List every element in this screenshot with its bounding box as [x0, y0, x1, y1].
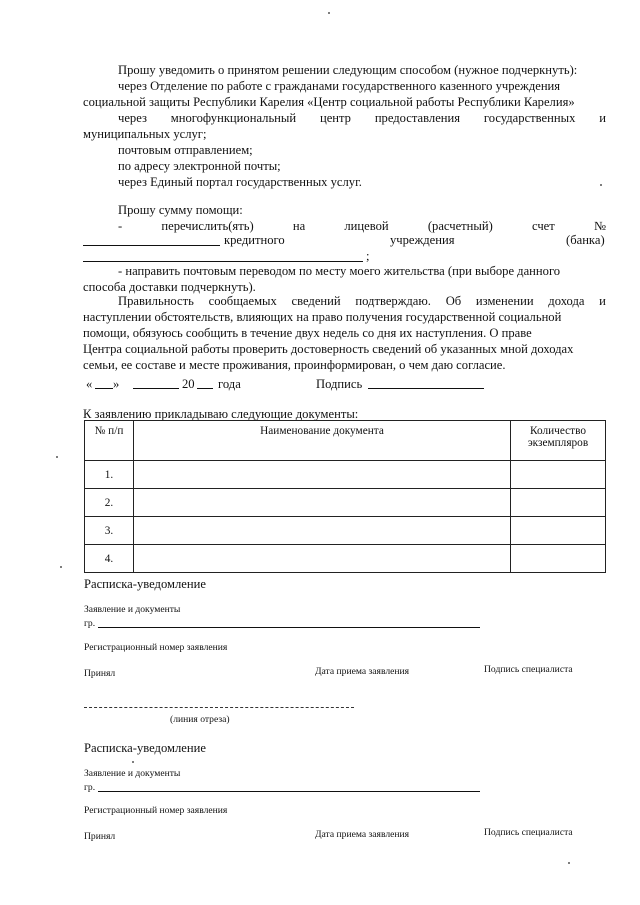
- receipt2-accepted-label: Принял: [84, 831, 116, 842]
- header-qty-line2: экземпляров: [527, 437, 589, 449]
- word: №: [593, 219, 606, 233]
- word: сообщаемых: [208, 294, 277, 308]
- row-num: 3.: [85, 517, 134, 545]
- institution-word: учреждения: [390, 233, 455, 247]
- word: центр: [319, 111, 351, 125]
- scan-speck: [60, 566, 62, 568]
- word: дохода: [548, 294, 585, 308]
- receipt1-from-field[interactable]: [98, 627, 480, 628]
- word: -: [118, 219, 123, 233]
- notify-option-post: почтовым отправлением;: [118, 143, 253, 157]
- year-suffix: года: [218, 377, 241, 391]
- word: сведений: [291, 294, 341, 308]
- receipt1-reg-label: Регистрационный номер заявления: [84, 642, 228, 653]
- receipt1-docs-label: Заявление и документы: [84, 604, 181, 615]
- row-doc-name-cell[interactable]: [134, 545, 511, 573]
- notify-option-center-2: социальной защиты Республики Карелия «Центр социальной работы Республики Карелия»: [83, 95, 575, 109]
- table-row: [85, 517, 606, 545]
- table-header-row: [85, 421, 606, 461]
- signature-field[interactable]: [368, 388, 484, 389]
- word: и: [599, 294, 606, 308]
- row-qty-cell[interactable]: [511, 545, 606, 573]
- row-qty-cell[interactable]: [511, 461, 606, 489]
- word: перечислить(ять): [161, 219, 254, 233]
- row-doc-name-cell[interactable]: [134, 517, 511, 545]
- notify-option-portal: через Единый портал государственных услуг.: [118, 175, 362, 189]
- credit-word: кредитного: [224, 233, 285, 247]
- word: государственных: [483, 111, 576, 125]
- confirmation-line-4: Центра социальной работы проверить достоверность сведений об указанных мной доходах: [83, 342, 574, 356]
- table-row: [85, 489, 606, 517]
- receipt1-specialist-label: Подпись специалиста: [484, 664, 573, 675]
- receipt2-date-label: Дата приема заявления: [315, 829, 410, 840]
- receipt2-reg-label: Регистрационный номер заявления: [84, 805, 228, 816]
- payment-intro: Прошу сумму помощи:: [118, 203, 243, 217]
- table-row: [85, 461, 606, 489]
- notify-option-email: по адресу электронной почты;: [118, 159, 281, 173]
- header-num: № п/п: [85, 421, 134, 461]
- scan-speck: [568, 862, 570, 864]
- documents-table: [84, 420, 606, 573]
- documents-intro: К заявлению прикладываю следующие документы:: [83, 407, 359, 421]
- receipt2-docs-label: Заявление и документы: [84, 768, 181, 779]
- cut-line-label: (линия отреза): [170, 714, 230, 725]
- receipt1-accepted-label: Принял: [84, 668, 116, 679]
- word: Правильность: [118, 294, 194, 308]
- header-qty: [511, 421, 606, 461]
- month-field[interactable]: [133, 388, 179, 389]
- bank-word: (банка): [566, 233, 605, 247]
- date-quote-close: »: [113, 377, 120, 391]
- payment-transfer-line: [118, 218, 606, 234]
- year-field[interactable]: [197, 388, 213, 389]
- table-row: [85, 545, 606, 573]
- payment-postal-1: - направить почтовым переводом по месту моего жительства (при выборе данного: [118, 264, 561, 278]
- bank-name-field[interactable]: [83, 261, 363, 262]
- notify-option-mfc-2: муниципальных услуг;: [83, 127, 207, 141]
- row-num: 1.: [85, 461, 134, 489]
- receipt2-from-label: гр.: [84, 782, 96, 793]
- word: лицевой: [344, 219, 389, 233]
- receipt1-date-label: Дата приема заявления: [315, 666, 410, 677]
- signature-label: Подпись: [316, 377, 363, 391]
- header-name: Наименование документа: [134, 421, 511, 461]
- confirmation-line-1: [118, 293, 606, 309]
- row-doc-name-cell[interactable]: [134, 461, 511, 489]
- notify-option-mfc-1: [118, 110, 606, 126]
- word: счет: [532, 219, 555, 233]
- notify-intro: Прошу уведомить о принятом решении следующим способом (нужное подчеркнуть):: [118, 63, 578, 77]
- receipt2-title: Расписка-уведомление: [84, 741, 206, 755]
- date-quote-open: «: [86, 377, 93, 391]
- word: и: [599, 111, 606, 125]
- day-field[interactable]: [95, 388, 113, 389]
- word: изменении: [475, 294, 534, 308]
- word: Об: [445, 294, 462, 308]
- confirmation-line-5: семьи, ее составе и месте проживания, проинформирован, о чем даю согласие.: [83, 358, 506, 372]
- word: многофункциональный: [170, 111, 297, 125]
- receipt1-from-label: гр.: [84, 618, 96, 629]
- row-doc-name-cell[interactable]: [134, 489, 511, 517]
- receipt2-specialist-label: Подпись специалиста: [484, 827, 573, 838]
- confirmation-line-2: наступлении обстоятельств, влияющих на право получения государственной социальной: [83, 310, 562, 324]
- row-num: 2.: [85, 489, 134, 517]
- scan-speck: [328, 12, 330, 14]
- semicolon: ;: [366, 249, 370, 263]
- row-num: 4.: [85, 545, 134, 573]
- notify-option-center-1: через Отделение по работе с гражданами государственного казенного учреждения: [118, 79, 561, 93]
- receipt2-from-field[interactable]: [98, 791, 480, 792]
- row-qty-cell[interactable]: [511, 517, 606, 545]
- scan-speck: [56, 456, 58, 458]
- payment-postal-2: способа доставки подчеркнуть).: [83, 280, 256, 294]
- word: подтверждаю.: [355, 294, 431, 308]
- account-number-field[interactable]: [83, 245, 220, 246]
- cut-line: [84, 707, 354, 708]
- scan-speck: [600, 184, 602, 186]
- word: через: [118, 111, 147, 125]
- scan-speck: [132, 761, 134, 763]
- confirmation-line-3: помощи, обязуюсь сообщить в течение двух недель со дня их наступления. О праве: [83, 326, 532, 340]
- word: (расчетный): [427, 219, 493, 233]
- row-qty-cell[interactable]: [511, 489, 606, 517]
- word: на: [292, 219, 306, 233]
- word: предоставления: [374, 111, 461, 125]
- year-prefix: 20: [182, 377, 195, 391]
- header-qty-line1: Количество: [530, 425, 586, 437]
- receipt1-title: Расписка-уведомление: [84, 577, 206, 591]
